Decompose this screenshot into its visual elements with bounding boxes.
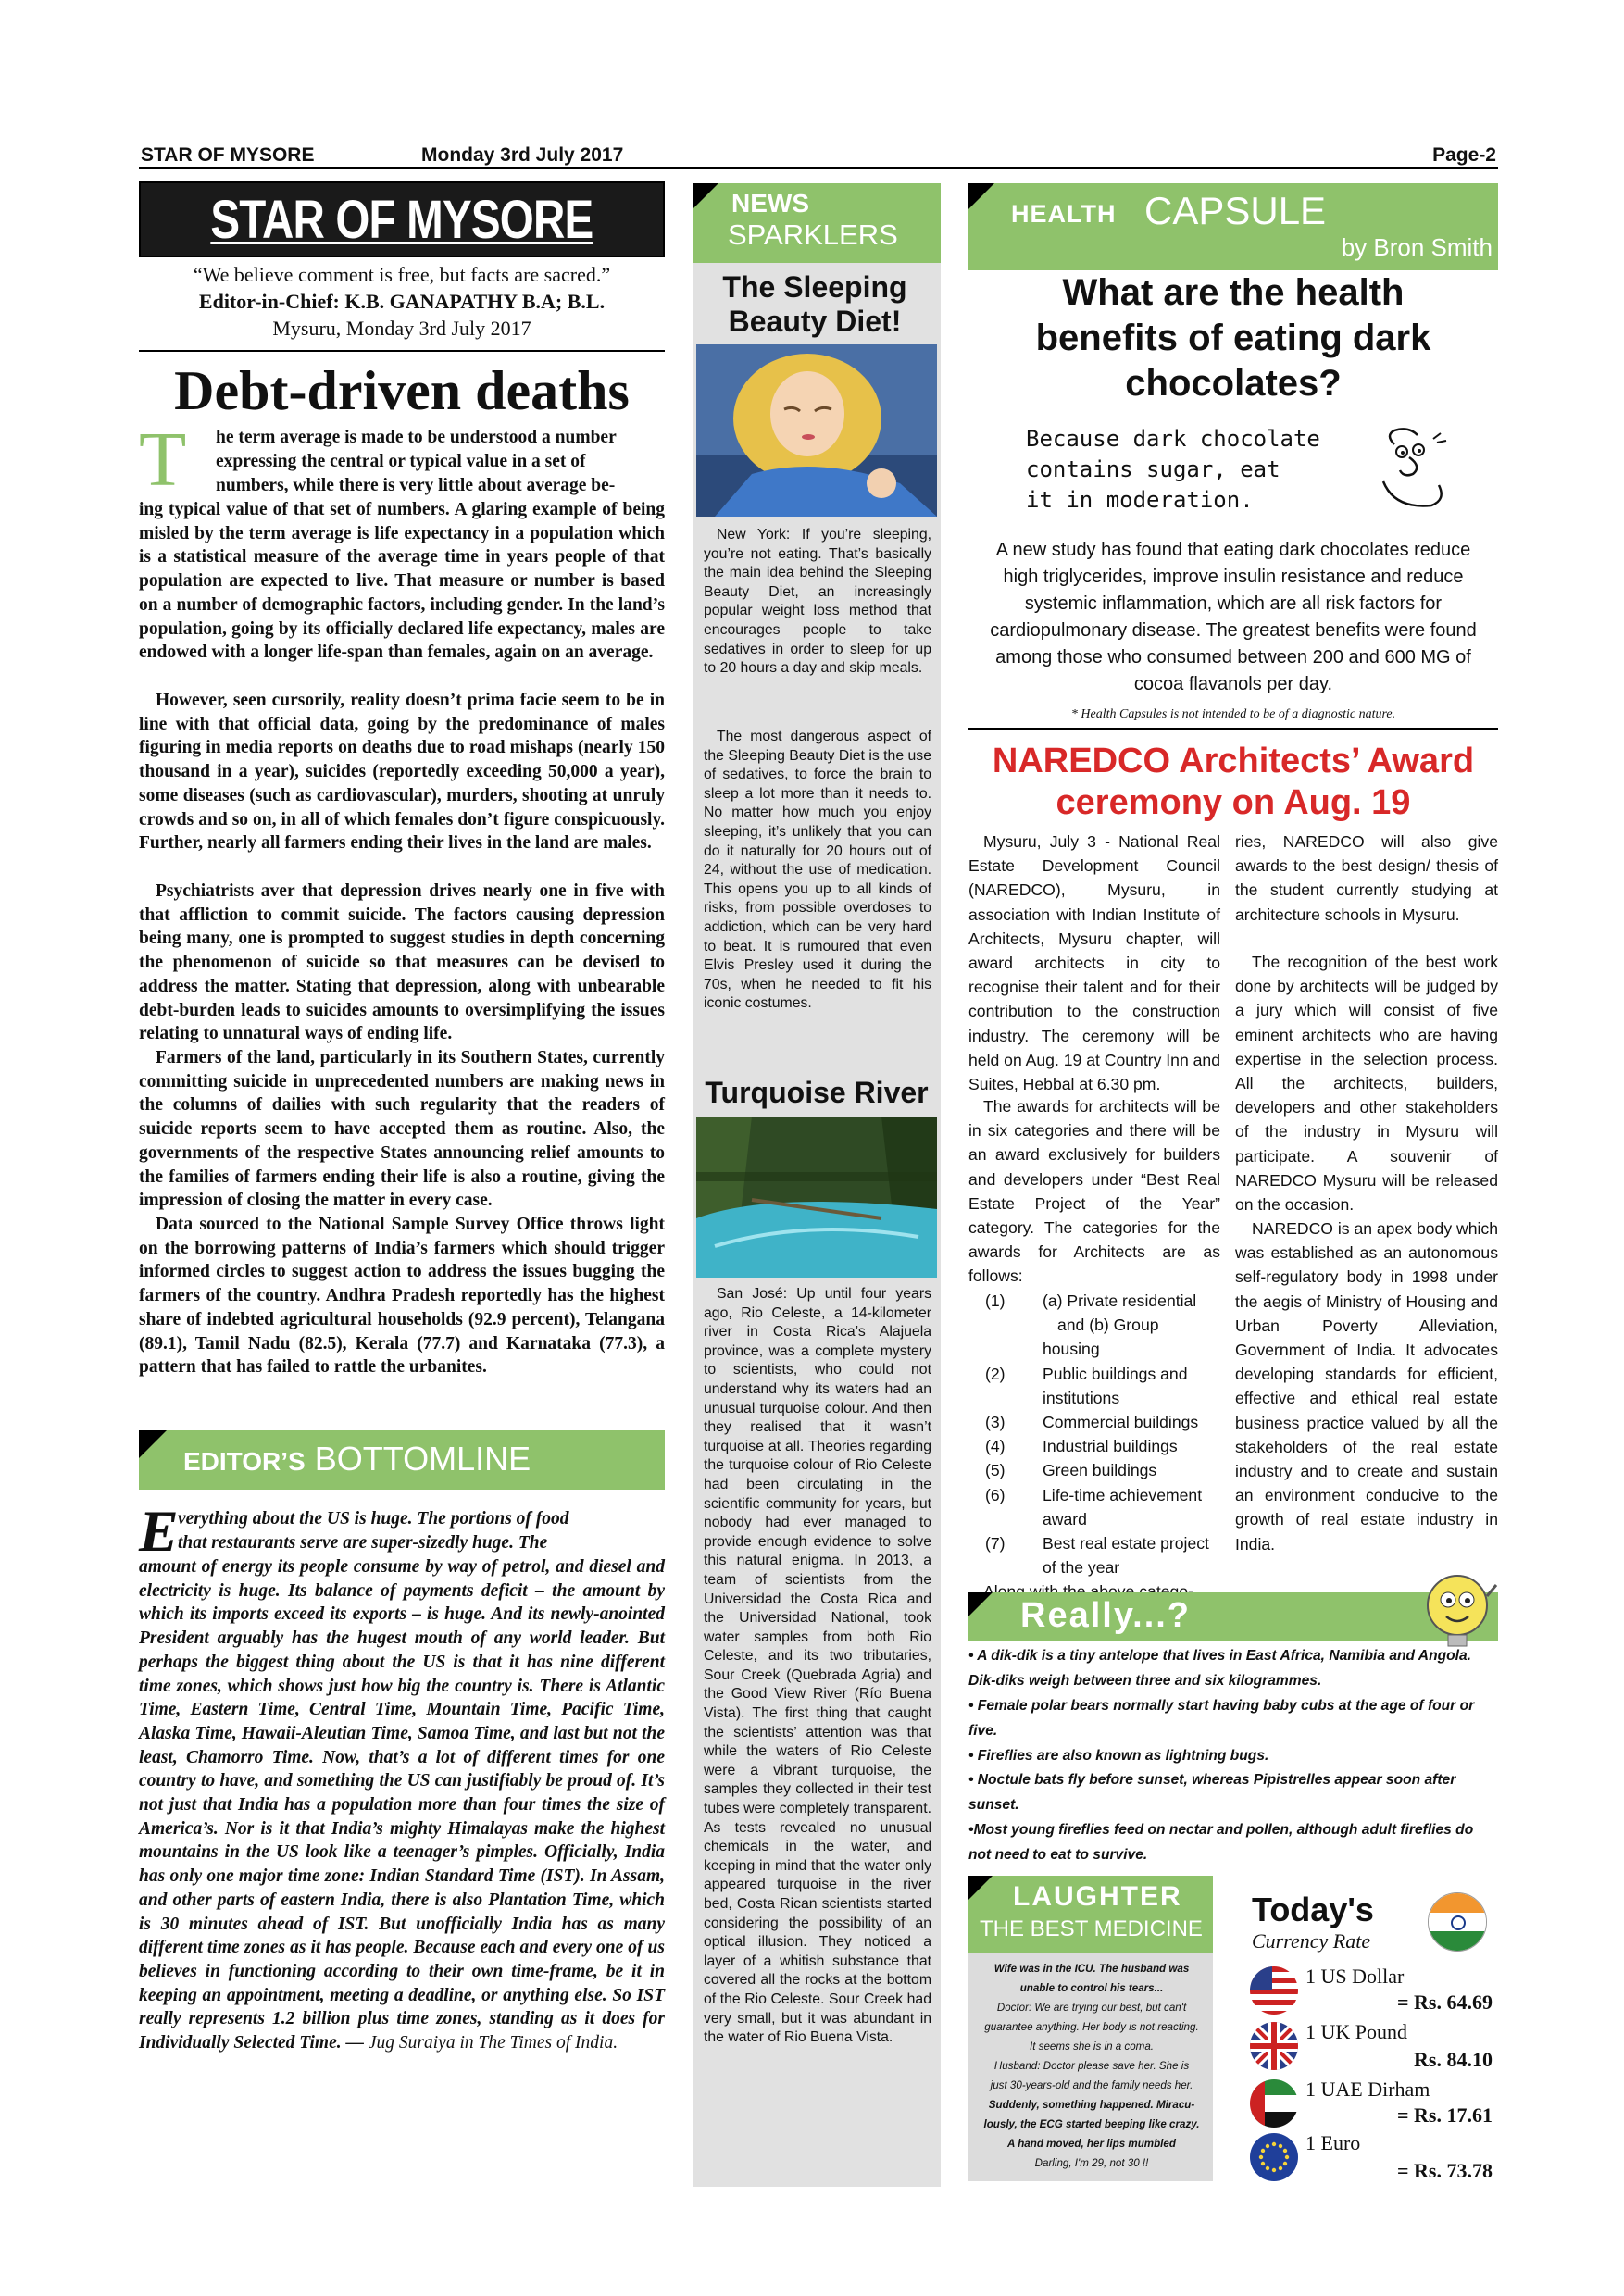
laughter-header-line-2: THE BEST MEDICINE — [980, 1916, 1203, 1941]
header-corner-mark — [693, 183, 718, 209]
turquoise-river-photo — [696, 1117, 937, 1278]
category-number: (7) — [985, 1534, 1006, 1554]
joke-line: guarantee anything. Her body is not reacting. — [984, 2021, 1199, 2033]
joke-line: Wife was in the ICU. The husband was — [993, 1963, 1190, 1975]
cartoon-line-2: contains sugar, eat — [1026, 456, 1280, 482]
masthead-banner — [139, 181, 665, 257]
masthead-editor: Editor-in-Chief: K.B. GANAPATHY B.A; B.L. — [198, 290, 606, 313]
india-flag-icon — [1428, 1892, 1487, 1952]
currency-rate-box — [1243, 1890, 1498, 2187]
cartoon-line-1: Because dark chocolate — [1026, 426, 1320, 452]
sleeping-beauty-paragraph-2: The most dangerous aspect of the Sleeping Beauty Diet is the use of sedatives, to force the brain to sleep a lot more than it needs to. No matter how much you enjoy sleeping, it’s unlikely that you can do it naturally for 20 hours out of 24, without the use of medication. This opens you up to all kinds of risks, from possible overdoses to addiction, which can be very hard to beat. It is rumoured that even Elvis Presley used it during the 70s, when he needed to fit his iconic costumes. — [704, 729, 931, 1012]
category-row — [968, 1362, 1220, 1410]
health-header-light: CAPSULE — [1144, 189, 1327, 232]
sleeping-beauty-title: The Sleeping Beauty Diet! — [722, 270, 907, 338]
category-row — [968, 1410, 1220, 1434]
really-fact-2: • Female polar bears normally start having baby cubs at the age of four or five. — [968, 1698, 1475, 1739]
currency-value: = Rs. 73.78 — [1397, 2159, 1493, 2182]
category-number: (3) — [985, 1413, 1006, 1432]
naredco-paragraph-2: The awards for architects will be in six categories and there will be an award exclusively for builders and developers under “Best Real Estate Project of the Year” category. The categories for the awards for Architects are as follows: — [968, 1097, 1220, 1286]
news-header-line-1: NEWS — [731, 189, 809, 218]
cartoon-face-icon — [1367, 426, 1452, 518]
editorial-paragraph-4: Farmers of the land, particularly in its Southern States, currently committing suicide in unprecedented numbers are making news in the columns of dailies with such regularity that the readers of suicide reports seem to have accepted them as routine. Also, the governments of the respective States announcing relief amounts to the families of farmers ending their life is also a routine, giving the impression of closing the matter in every case. — [139, 1048, 665, 1211]
currency-value: = Rs. 64.69 — [1397, 1990, 1493, 2014]
joke-line: lously, the ECG started beeping like crazy. — [983, 2118, 1200, 2130]
really-fact-4: • Noctule bats fly before sunset, whereas Pipistrelles appear soon after sunset. — [968, 1772, 1456, 1813]
news-sparklers-header — [693, 183, 941, 263]
category-row — [968, 1434, 1220, 1458]
category-number: (5) — [985, 1461, 1006, 1480]
sleeping-beauty-illustration — [696, 344, 937, 517]
bottomline-dropcap: E — [139, 1498, 179, 1564]
health-disclaimer: * Health Capsules is not intended to be of a diagnostic nature. — [1070, 707, 1396, 721]
uae-flag-icon — [1250, 2079, 1298, 2128]
bottomline-body — [139, 1555, 665, 2055]
bottomline-text: amount of energy its people consume by way of petrol, and diesel and electricity is huge. Its balance of payments deficit – the amount by which its imports exceed its exports – is huge. And its newly-anointed President arguably has the hugest mouth of any world leader. But perhaps the biggest thing about the US is that it has nine different time zones, which shows just how big the country is. There is Atlantic Time, Eastern Time, Central Time, Mountain Time, Pacific Time, Alaska Time, Hawaii-Aleutian Time, Samoa Time, and last but not the least, Chamorro Time. Now, that’s a lot of different times for one country to have, and something the US can justifiably be proud of. It’s not just that India has a population more than four times the size of America’s. Nor is it that India’s mighty Himalayas make the highest mountains in the US look like a teenager’s pimples. Officially, India has only one major time zone: Indian Standard Time (IST). In Assam, and other parts of eastern India, there is also Plantation Time, which is 30 minutes ahead of IST. But unofficially India has as many different time zones as it has people. Because each and every one of us believes in functioning according to their own time-frame, be it in keeping an appointment, meeting a deadline, or anything else. So IST really represents 1.2 billion plus time zones, standing as it does for Individually Selected Time. — — [139, 1557, 665, 2053]
editorial-line-2: expressing the central or typical value in a set of — [216, 452, 586, 471]
joke-line: It seems she is in a coma. — [1029, 2040, 1155, 2053]
editorial-line-1: he term average is made to be understood a number — [216, 428, 617, 447]
editorial-headline: Debt-driven deaths — [174, 360, 630, 421]
eu-flag-icon — [1250, 2133, 1298, 2181]
sleeping-beauty-paragraph-1: New York: If you’re sleeping, you’re not eating. That’s basically the main idea behind the Sleeping Beauty Diet, an increasingly popular weight loss method that encourages people to take sedatives in order to sleep for up to 20 hours a day and skip meals. — [704, 527, 931, 677]
category-label: Industrial buildings — [1043, 1437, 1178, 1456]
naredco-paragraph-4: The recognition of the best work done by architects will be judged by a jury which will consist of five eminent architects who are having expertise in the selection process. All the architects, builders, developers and other stakeholders of the industry in Mysuru will participate. A souvenir of NAREDCO Mysuru will be released on the occasion. — [1235, 953, 1498, 1215]
really-fact-5: •Most young fireflies feed on nectar and pollen, although adult fireflies do not need to eat to survive. — [968, 1822, 1474, 1863]
editorial-paragraph-5: Data sourced to the National Sample Survey Office throws light on the borrowing patterns of India’s farmers which should trigger informed circles to suggest action to address the issues bugging the farmers of the country. Andhra Pradesh reportedly has the highest share of indebted agricultural households (92.9 percent), Telangana (89.1), Tamil Nadu (82.5), Kerala (77.7) and Karnataka (77.3), a pattern that has failed to rattle the urbanites. — [139, 1215, 665, 1378]
turquoise-river-image — [696, 1117, 937, 1278]
currency-name: 1 UK Pound — [1305, 2020, 1408, 2043]
category-number: (2) — [985, 1364, 1006, 1383]
uk-flag-icon — [1250, 2022, 1298, 2070]
naredco-paragraph-5: NAREDCO is an apex body which was established as an autonomous self-regulatory body in 1998 under the aegis of Ministry of Housing and Urban Poverty Alleviation, Government of India. It advocates developing standards for efficient, effective and ethical real estate business practice valued by all the stakeholders of the real estate industry and to create and sustain an environment conducive to the growth of real estate industry in India. — [1235, 1219, 1498, 1554]
bottomline-header — [139, 1430, 665, 1490]
health-question: What are the health benefits of eating dark chocolates? — [1035, 272, 1431, 404]
category-label: Commercial buildings — [1043, 1413, 1199, 1432]
joke-line: A hand moved, her lips mumbled — [1007, 2138, 1176, 2150]
joke-line: Husband: Doctor please save her. She is — [993, 2060, 1190, 2072]
category-row — [968, 1458, 1220, 1482]
editorial-paragraph-1: ing typical value of that set of numbers. A glaring example of being misled by the term average is life expectancy in a population which is a statistical measure of the average time in years people of that population are expected to live. That measure or number is based on a number of demographic factors, including gender. In the land’s population, going by its officially declared life expectancy, males are endowed with a longer life-span than females, again on an average. — [139, 500, 665, 663]
cartoon-caption — [1026, 424, 1359, 516]
joke-line: Suddenly, something happened. Miracu- — [988, 2099, 1195, 2111]
joke-line: Darling, I'm 29, not 30 !! — [1034, 2157, 1149, 2169]
top-strip — [139, 144, 1498, 169]
turquoise-river-paragraph: San José: Up until four years ago, Rio Celeste, a 14-kilometer river in Costa Rica’s Alajuela province, was a complete mystery to scientists, who could not understand why its waters had an unusual turquoise colour. And then they realised that it wasn’t turquoise at all. Theories regarding the turquoise colour of Rio Celeste had been circulating in the scientific community for years, but nobody had ever managed to provide enough evidence to solve this natural enigma. In 2013, a team of scientists from the Universidad the Costa Rica and the Universidad National, took water samples from both Rio Celeste, and its two tributaries, Sour Creek (Quebrada Agria) and the Good View River (Río Buena Vista). The first thing that caught the scientists’ attention was that while the waters of Rio Celeste were a vibrant turquoise, the samples they collected in their test tubes were completely transparent. As tests revealed no unusual chemicals in the water, and keeping in mind that the water only appeared turquoise in the river bed, Costa Rican scientists started considering the possibility of an optical illusion. They noticed a layer of a whitish substance that covered all the rocks at the bottom of the Rio Celeste. Sour Creek had very small, but it was abundant in the water of Rio Buena Vista. — [704, 1286, 931, 2046]
currency-name: 1 Euro — [1305, 2131, 1361, 2154]
masthead-title: STAR OF MYSORE — [210, 189, 593, 250]
laughter-header-line-1: LAUGHTER — [1013, 1881, 1182, 1912]
header-corner-mark — [968, 1876, 993, 1900]
bottomline-header-bold: EDITOR’S — [183, 1447, 306, 1476]
masthead-motto: “We believe comment is free, but facts are sacred.” — [193, 263, 611, 286]
health-header-bold: HEALTH — [1011, 200, 1117, 228]
us-flag-icon — [1250, 1966, 1298, 2015]
health-byline: by Bron Smith — [1341, 233, 1493, 261]
bottomline-credit: Jug Suraiya in The Times of India. — [368, 2033, 618, 2053]
header-corner-mark — [139, 1430, 167, 1458]
news-header-line-2: SPARKLERS — [728, 218, 898, 251]
health-capsule-header — [968, 183, 1498, 270]
naredco-paragraph-1: Mysuru, July 3 - National Real Estate Development Council (NAREDCO), Mysuru, in association with Indian Institute of Architects, Mysuru chapter, will award architects in city to recognise their talent and for their contribution to the construction industry. The ceremony will be held on Aug. 19 at Country Inn and Suites, Hebbal at 6.30 pm. — [968, 832, 1220, 1094]
laughter-header — [968, 1876, 1213, 1953]
category-label: (a) Private residential and (b) Group housing — [1042, 1292, 1197, 1359]
category-number: (1) — [985, 1292, 1006, 1310]
currency-subtitle: Currency Rate — [1252, 1929, 1371, 1953]
issue-date: Monday 3rd July 2017 — [421, 144, 624, 166]
category-row — [968, 1531, 1220, 1579]
page-number: Page-2 — [1432, 144, 1496, 166]
header-corner-mark — [968, 1592, 993, 1616]
joke-line: Doctor: We are trying our best, but can't — [996, 2002, 1187, 2014]
really-fact-1: • A dik-dik is a tiny antelope that lives in East Africa, Namibia and Angola. Dik-diks weigh between three and six kilogrammes. — [968, 1648, 1471, 1689]
currency-name: 1 US Dollar — [1305, 1965, 1405, 1988]
editorial-dropcap: T — [139, 417, 187, 503]
sleeping-beauty-image — [696, 344, 937, 517]
category-label: Best real estate project of the year — [1043, 1534, 1209, 1578]
joke-line: just 30-years-old and the family needs her. — [990, 2079, 1193, 2091]
category-label: Life-time achievement award — [1043, 1485, 1203, 1529]
health-body: A new study has found that eating dark chocolates reduce high triglycerides, improve insulin resistance and reduce systemic inflammation, which are all risk factors for cardiopulmonary disease. The greatest benefits were found among those who consumed between 200 and 600 MG of cocoa flavanols per day. — [990, 540, 1477, 694]
category-row — [968, 1289, 1220, 1362]
currency-value: = Rs. 17.61 — [1397, 2103, 1493, 2127]
masthead-rule — [139, 350, 665, 352]
really-fact-3: • Fireflies are also known as lightning bugs. — [968, 1748, 1269, 1764]
category-label: Public buildings and institutions — [1043, 1364, 1188, 1407]
bottomline-line-2: that restaurants serve are super-sizedly huge. The — [178, 1533, 548, 1553]
header-corner-mark — [968, 183, 994, 209]
masthead-dateline: Mysuru, Monday 3rd July 2017 — [272, 317, 531, 340]
naredco-headline: NAREDCO Architects’ Award ceremony on Aug. 19 — [992, 742, 1475, 822]
naredco-category-list — [968, 1289, 1220, 1604]
category-label: Green buildings — [1043, 1461, 1157, 1480]
lightbulb-mascot-icon — [1417, 1568, 1500, 1652]
currency-title: Today's — [1252, 1890, 1374, 1928]
paper-name: STAR OF MYSORE — [141, 144, 315, 166]
editorial-paragraph-2: However, seen cursorily, reality doesn’t prima facie seem to be in line with that official data, going by the predominance of males figuring in media reports on deaths due to road mishaps (nearly 150 thousand in a year), suicides (reportedly exceeding 50,000 a year), some diseases (such as cardiovascular), murders, shooting at unruly crowds and so on, in all of which females don’t figure conspicuously. Further, nearly all farmers ending their lives in the land are males. — [139, 691, 665, 854]
health-rule — [968, 728, 1498, 730]
bottomline-header-light: BOTTOMLINE — [314, 1440, 531, 1478]
turquoise-river-title: Turquoise River — [705, 1076, 929, 1109]
currency-name: 1 UAE Dirham — [1305, 2078, 1430, 2101]
editorial-paragraph-3: Psychiatrists aver that depression drives nearly one in five with that affliction to commit suicide. The factors causing depression being many, one is prompted to suggest studies in depth concerning the phenomenon of suicide so that measures can be devised to address the matter. Stating that depression, along with unbearable debt-burden leads to suicides amounts to oversimplifying the issues relating to unnatural ways of ending life. — [139, 881, 665, 1044]
cartoon-line-3: it in moderation. — [1026, 487, 1254, 513]
currency-value: Rs. 84.10 — [1414, 2048, 1493, 2071]
bottomline-line-1: verything about the US is huge. The portions of food — [178, 1509, 569, 1529]
really-header-text: Really...? — [1020, 1596, 1192, 1635]
editorial-line-3: numbers, while there is very little about average be- — [216, 476, 616, 495]
category-number: (4) — [985, 1437, 1006, 1456]
category-number: (6) — [985, 1485, 1006, 1504]
naredco-paragraph-3: ries, NAREDCO will also give awards to the best design/ thesis of the student currently studying at architecture schools in Mysuru. — [1235, 832, 1498, 924]
joke-line: unable to control his tears... — [1019, 1982, 1164, 1994]
category-row — [968, 1483, 1220, 1531]
